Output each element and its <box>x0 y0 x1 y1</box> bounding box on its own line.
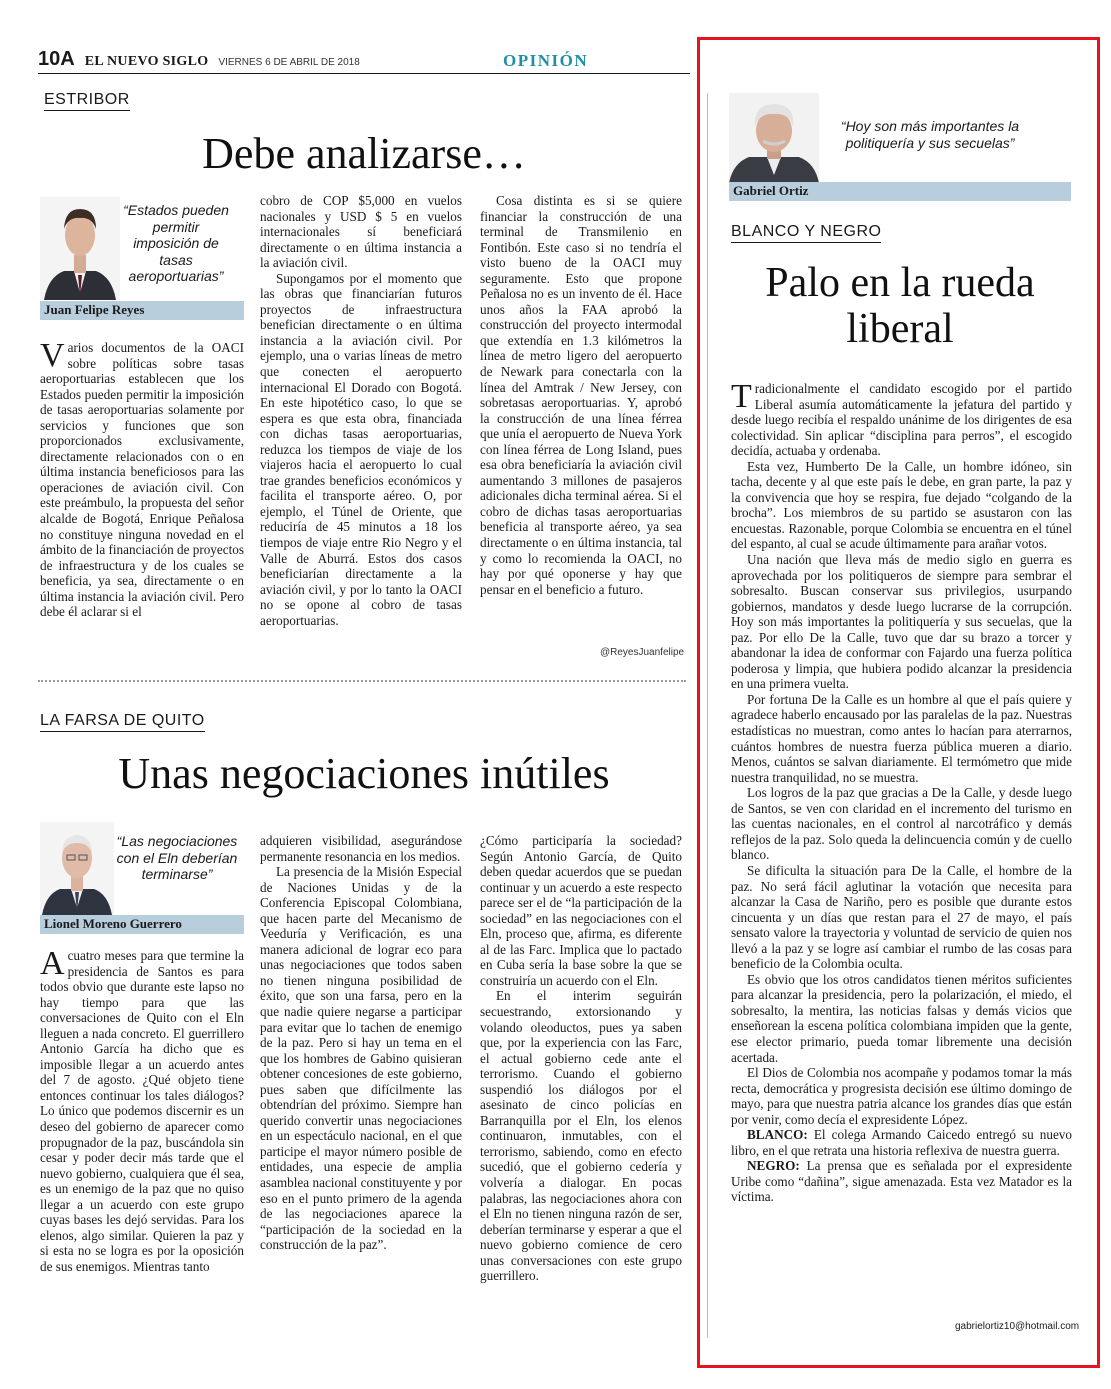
article2-paragraph: ¿Cómo participaría la sociedad? Según Antonio García, de Quito deben quedar acuerdos que se puedan continuar y un acuerdo a este respecto parece ser el de “la participación de la sociedad” en las negociaciones con el Eln, proceso que, afirma, es diferente al de las Farc. Implica que lo pactado en Cuba sería la base sobre la que se construiría un acuerdo con el Eln. <box>480 833 682 988</box>
article2-kicker: LA FARSA DE QUITO <box>40 712 205 732</box>
newspaper-name: EL NUEVO SIGLO <box>84 54 209 69</box>
article1-column-2 <box>260 193 462 628</box>
article3-paragraph: Tradicionalmente el candidato escogido por el partido Liberal asumía automáticamente la jefatura del partido y desde luego recibía el respaldo unánime de los dirigentes de esa colectividad. Sin aplicar “disciplina para perros”, el escogido decidía, actuaba y ordenaba. <box>731 378 1072 459</box>
author-name-moreno: Lionel Moreno Guerrero <box>40 915 244 934</box>
article2-column-2 <box>260 833 462 1253</box>
article3-paragraph: Es obvio que los otros candidatos tienen méritos suficientes para alcanzar la presidencia, pero la polarización, el miedo, el sobresalto, la mentira, las noticias falsas y demás vicios que enseñorean la escena política colombiana impiden que la gente, ese elector primario, pueda tomar libremente una decisión acertada. <box>731 971 1072 1065</box>
article2-paragraph: En el interim seguirán secuestrando, extorsionando y volando oleoductos, pues ya saben que, por la experiencia con las Farc, el actual gobierno cede ante el terrorismo. Cuando el gobierno suspendió los diálogos por el asesinato de cinco policías en Barranquilla por el Eln, los elenos continuaron, inmutables, con el terrorismo, sabiendo, como en efecto sucedió, que el gobierno cedería y volvería a dialogar. En pocas palabras, las negociaciones ahora con el Eln no tienen ninguna razón de ser, deberían terminarse y esperar a que el nuevo gobierno comience de cero unas conversaciones con este grupo guerrillero. <box>480 988 682 1284</box>
article3-pullquote: “Hoy son más importantes la politiquería y sus secuelas” <box>840 118 1020 151</box>
drop-cap: V <box>40 337 65 374</box>
article3-paragraph: Una nación que lleva más de medio siglo en guerra es aprovechada por los politiqueros de siempre para sembrar el sobresalto. Buscan conservar sus privilegios, usurpando gobiernos, mandatos y desde luego lucrarse de la corrupción. Hoy son más importantes la politiquería y sus secuelas, que la paz. Por ello De la Calle, tuvo que dar su brazo a torcer y abandonar la idea de conformar con Fajardo una fuerza política poderosa y limpia, que hubiera podido alcanzar la presidencia en una primera vuelta. <box>731 552 1072 692</box>
drop-cap: A <box>40 945 65 982</box>
article2-headline: Unas negociaciones inútiles <box>118 749 610 798</box>
article3-paragraph: El Dios de Colombia nos acompañe y podamos tomar la más recta, democrática y progresista decisión ese último domingo de mayo, para que nuestra patria alcance los grandes días que están por venir, como decía el expresidente López. <box>731 1065 1072 1127</box>
column-divider <box>707 93 708 1338</box>
blanco-label: BLANCO: <box>747 1127 808 1143</box>
article2-paragraph: La presencia de la Misión Especial de Naciones Unidas y de la Conferencia Episcopal Colombiana, que hacen parte del Mecanismo de Veeduría y Verificación, es una manera adicional de lograr eco para unas negociaciones que todos saben no tienen ninguna posibilidad de éxito, que son una farsa, pero en la que nadie quiere negarse a participar para evitar que lo tachen de enemigo de la paz. Pero si hay un tema en el que los hombres de Gabino quisieran obtener concesiones de este gobierno, pues saben que difícilmente las obtendrían del próximo. Siempre han querido convertir unas negociaciones en un espectáculo nacional, en el que participe el mayor número posible de entidades, una especie de amplia asamblea nacional constituyente y por eso en el punto primero de la agenda de las negociaciones aparece la “participación de la sociedad en la construcción de la paz”. <box>260 864 462 1253</box>
article2-column-3 <box>480 833 682 1284</box>
author-name-ortiz: Gabriel Ortiz <box>729 182 1071 201</box>
article2-pullquote: “Las negociaciones con el Eln deberían terminarse” <box>116 833 238 883</box>
article1-kicker: ESTRIBOR <box>44 91 130 111</box>
author-handle: @ReyesJuanfelipe <box>600 647 685 658</box>
article1-headline: Debe analizarse… <box>202 129 526 178</box>
article2-column-1 <box>40 945 244 1274</box>
article3-body <box>731 378 1072 1205</box>
page-number: 10A <box>38 48 75 70</box>
article3-paragraph: Por fortuna De la Calle es un hombre al que el país quiere y agradece haberlo encausado por las paralelas de la paz. Nuestras estadísticas no muestran, como antes lo hacían para aterrarnos, cuántos hombres de nuestra fuerza pública mueren a diario. Menos, cuántos se salvan diariamente. El termómetro que mide nuestra tranquilidad, no se muestra. <box>731 691 1072 785</box>
article-divider <box>38 680 686 682</box>
negro-label: NEGRO: <box>747 1158 800 1174</box>
masthead <box>38 46 690 74</box>
article1-paragraph: cobro de COP $5,000 en vuelos nacionales y USD $ 5 en vuelos internacionales sí beneficiará directamente o en última instancia a la aviación civil. <box>260 193 462 271</box>
article3-paragraph: Esta vez, Humberto De la Calle, un hombre idóneo, sin tacha, decente y al que este país le debe, en gran parte, la paz y la convivencia que hoy se respira, fue dejado “colgando de la brocha”. Los miembros de su partido se asustaron con las encuestas. Razonable, porque Colombia se encuentra en el túnel del espanto, al cual se acude últimamente para arañar votos. <box>731 458 1072 552</box>
article3-paragraph: Los logros de la paz que gracias a De la Calle, y desde luego de Santos, se ven con claridad en el incremento del turismo en las cuentas nacionales, en el control al narcotráfico y demás reflejos de la paz. Solo queda la delincuencia común y de cuello blanco. <box>731 785 1072 863</box>
article1-pullquote: “Estados pueden permitir imposición de tasas aeroportuarias” <box>123 202 229 285</box>
article1-paragraph: Varios documentos de la OACI sobre políticas sobre tasas aeroportuarias establecen que los Estados pueden permitir la imposición de tasas aeroportuarias solamente por servicios y funciones que son proporcionados exclusivamente, directamente relacionados con o en última instancia beneficiosos para las operaciones de aviación civil. Con este preámbulo, la propuesta del señor alcalde de Bogotá, Enrique Peñalosa no constituye ninguna novedad en el ámbito de la financiación de proyectos de infraestructura y de los cuales se beneficia, ya sea, directamente o en última instancia la aviación civil. Pero debe él aclarar si el <box>40 337 244 620</box>
article1-column-1 <box>40 337 244 620</box>
article2-paragraph: Acuatro meses para que termine la presidencia de Santos es para todos obvio que durante este lapso no hay tiempo para que las conversaciones de Quito con el Eln lleguen a nada concreto. El guerrillero Antonio García ha dicho que es imposible llegar a un acuerdo antes del 7 de agosto. ¿Qué objeto tiene entonces continuar los tales diálogos? Lo único que podemos discernir es un deseo del gobierno de aparecer como propugnador de la paz, buscándola sin cesar y poder decir más tarde que el nuevo gobierno, cualquiera que él sea, es un enemigo de la paz que no quiso llegar a un acuerdo con este grupo cuyas bases les dejó servidas. Para los elenos, algo similar. Quieren la paz y si esta no se logra es por la oposición de sus enemigos. Mientras tanto <box>40 945 244 1274</box>
author-name-reyes: Juan Felipe Reyes <box>40 301 244 320</box>
issue-date: VIERNES 6 DE ABRIL DE 2018 <box>218 57 360 68</box>
author-email: gabrielortiz10@hotmail.com <box>955 1321 1080 1332</box>
author-photo-moreno <box>40 822 114 915</box>
article2-paragraph: adquieren visibilidad, asegurándose permanente resonancia en los medios. <box>260 833 462 864</box>
article3-paragraph: Se dificulta la situación para De la Calle, el hombre de la paz. No será fácil aglutinar la votación que necesita para alcanzar la Casa de Nariño, pero es posible que durante estos cincuenta y un días que restan para el 27 de mayo, el país sensato valore la trayectoria y voluntad de servicio de quien nos llevó a la paz y se logre así cambiar el rumbo de las cosas para beneficio de la Colombia oculta. <box>731 862 1072 972</box>
author-photo-reyes <box>40 197 120 300</box>
article3-headline: Palo en la rueda liberal <box>765 260 1035 353</box>
article1-column-3 <box>480 193 682 597</box>
author-photo-ortiz <box>729 93 819 183</box>
article3-kicker: BLANCO Y NEGRO <box>731 223 881 243</box>
article1-paragraph: Supongamos por el momento que las obras que financiarían futuros proyectos de infraestructura benefician directamente o en última instancia a la aviación civil. Por ejemplo, una o varias líneas de metro que conecten el aeropuerto internacional El Dorado con Bogotá. En este hipotético caso, lo que se espera es que esta obra, financiada con dichas tasas aeroportuarias, reduzca los tiempos de viaje de los viajeros hacia el aeropuerto lo cual trae grandes beneficios económicos y facilita el transporte aéreo. O, por ejemplo, el Túnel de Oriente, que reduciría de 45 minutos a 18 los tiempos de viaje entre Rio Negro y el Valle de Aburrá. Estos dos casos beneficiarían directamente a la aviación civil, y por lo tanto la OACI no se opone al cobro de tasas aeroportuarias. <box>260 270 462 628</box>
blanco-note: BLANCO: El colega Armando Caicedo entregó su nuevo libro, en el que retrata una historia reflexiva de nuestra guerra. <box>731 1127 1072 1158</box>
negro-note: NEGRO: La prensa que es señalada por el expresidente Uribe como “dañina”, sigue amenazada. Esta vez Matador es la víctima. <box>731 1158 1072 1205</box>
drop-cap: T <box>731 378 752 415</box>
section-title: OPINIÓN <box>503 51 589 70</box>
article1-paragraph: Cosa distinta es si se quiere financiar la construcción de una terminal de Transmilenio en Fontibón. Este caso si no tendría el visto bueno de la OACI muy seguramente. Esto que propone Peñalosa no es un invento de él. Hace unos años la FAA aprobó la construcción del proyecto intermodal que extendía en 1.3 kilómetros la línea de metro ligero del aeropuerto de Newark para conectarla con la línea del Amtrak / New Jersey, con sobretasas aeroportuarias. Y, aprobó la construcción de una línea férrea que unía el aeropuerto de Nueva York con línea férrea de Long Island, pues esa obra beneficiaría la aviación civil aumentando 3 millones de pasajeros adicionales dicha terminal aérea. Si el cobro de dichas tasas aeroportuarias beneficia al transporte aéreo, ya sea directamente o en última instancia, tal y como lo recomienda la OACI, no hay por qué oponerse y hay que pensar en el beneficio a futuro. <box>480 193 682 597</box>
